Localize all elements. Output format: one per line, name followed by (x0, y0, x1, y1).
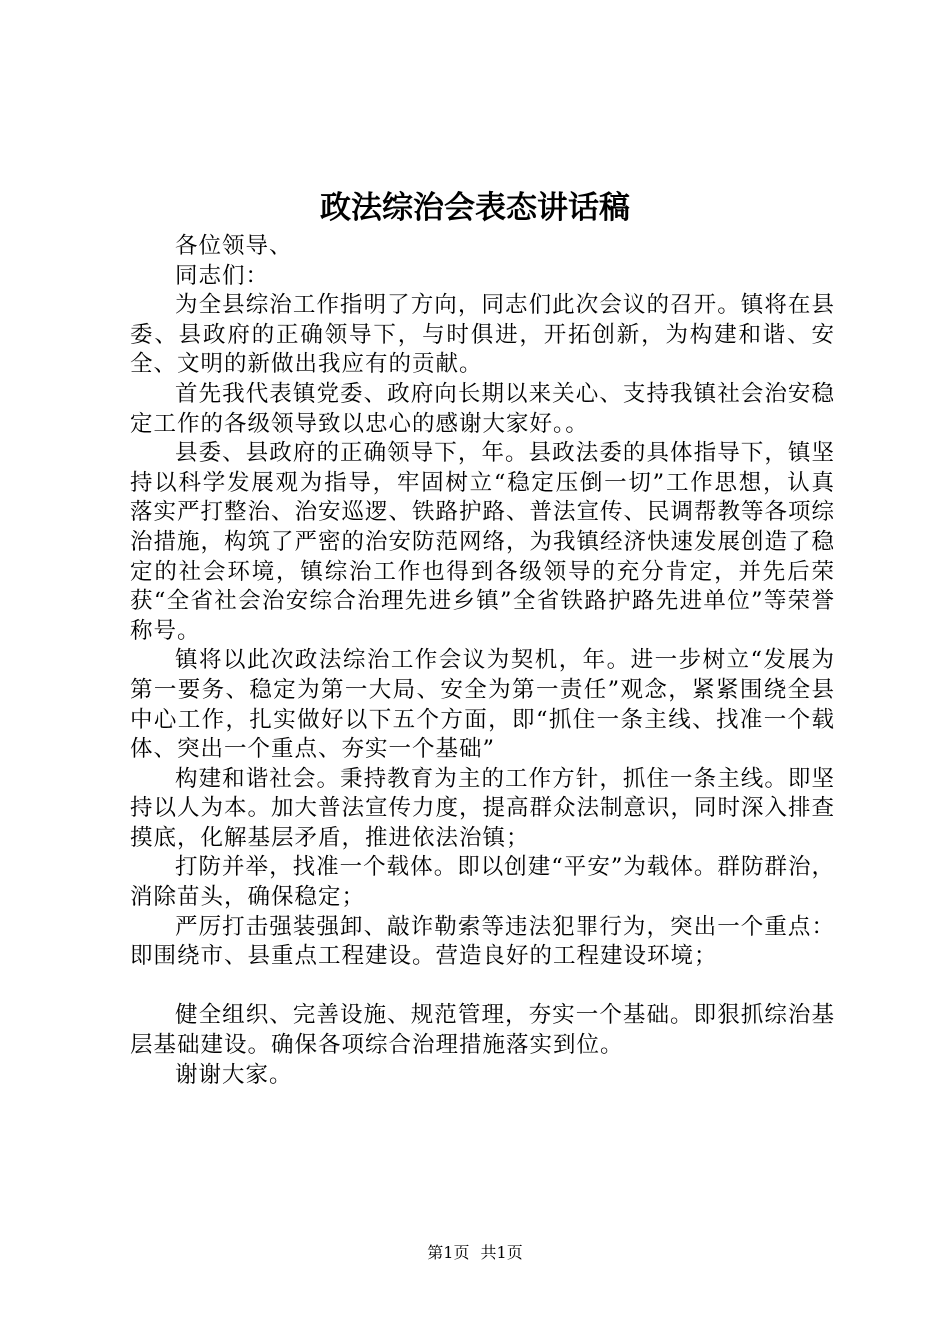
page-total: 共1页 (480, 1243, 523, 1262)
greeting-comrades: 同志们： (175, 262, 270, 289)
paragraph-gap (130, 972, 835, 1002)
paragraph-1: 为全县综治工作指明了方向，同志们此次会议的召开。镇将在县委、县政府的正确领导下，与时俱进，开拓创新，为构建和谐、安全、文明的新做出我应有的贡献。 (130, 292, 835, 378)
paragraph-4: 镇将以此次政法综治工作会议为契机，年。进一步树立“发展为第一要务、稳定为第一大局、安全为第一责任”观念，紧紧围绕全县中心工作，扎实做好以下五个方面，即“抓住一条主线、找准一个载体、突出一个重点、夯实一个基础” (130, 647, 835, 763)
greeting-leaders: 各位领导、 (175, 233, 293, 259)
document-title: 政法综治会表态讲话稿 (320, 190, 630, 226)
page-footer (0, 1240, 950, 1263)
paragraph-2: 首先我代表镇党委、政府向长期以来关心、支持我镇社会治安稳定工作的各级领导致以忠心的感谢大家好。。 (130, 380, 835, 437)
paragraph-5: 构建和谐社会。秉持教育为主的工作方针，抓住一条主线。即坚持以人为本。加大普法宣传力度，提高群众法制意识，同时深入排查摸底，化解基层矛盾，推进依法治镇； (130, 765, 836, 851)
closing-thanks: 谢谢大家。 (175, 1061, 293, 1088)
paragraph-6: 打防并举，找准一个载体。即以创建“平安”为载体。群防群治，消除苗头，确保稳定； (130, 854, 835, 911)
paragraph-3: 县委、县政府的正确领导下，年。县政法委的具体指导下，镇坚持以科学发展观为指导，牢固树立“稳定压倒一切”工作思想，认真落实严打整治、治安巡逻、铁路护路、普法宣传、民调帮教等各项综治措施，构筑了严密的治安防范网络，为我镇经济快速发展创造了稳定的社会环境，镇综治工作也得到各级领导的充分肯定，并先后荣获“全省社会治安综合治理先进乡镇”全省铁路护路先进单位”等荣誉称号。 (130, 440, 836, 644)
page-number: 第1页 (427, 1243, 470, 1262)
paragraph-7: 严厉打击强装强卸、敲诈勒索等违法犯罪行为，突出一个重点：即围绕市、县重点工程建设。营造良好的工程建设环境； (130, 913, 835, 970)
paragraph-8: 健全组织、完善设施、规范管理，夯实一个基础。即狠抓综治基层基础建设。确保各项综合治理措施落实到位。 (130, 1002, 835, 1059)
document-body (130, 232, 835, 1090)
